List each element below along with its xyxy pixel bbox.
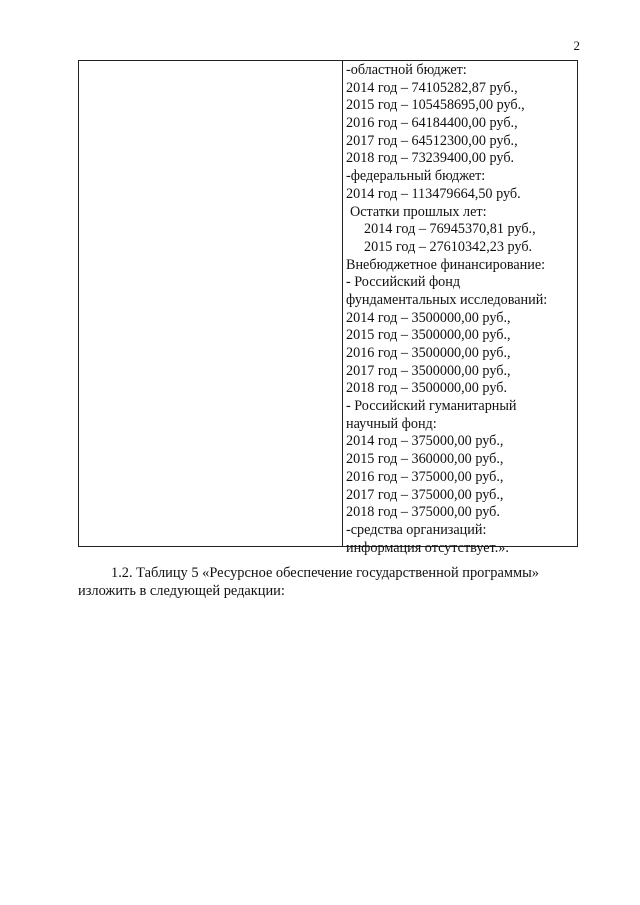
funding-line: 2016 год – 375000,00 руб., xyxy=(346,468,504,485)
funding-line: -областной бюджет: xyxy=(346,62,467,78)
table-left-cell xyxy=(79,61,343,546)
funding-line: -средства организаций: xyxy=(346,521,487,538)
funding-line: Остатки прошлых лет: xyxy=(350,203,487,220)
funding-line: 2017 год – 3500000,00 руб., xyxy=(346,362,511,379)
funding-line: 2018 год – 375000,00 руб. xyxy=(346,504,500,521)
funding-line: научный фонд: xyxy=(346,415,437,432)
funding-line: 2015 год – 3500000,00 руб., xyxy=(346,327,511,344)
funding-line: информация отсутствует.». xyxy=(346,539,509,556)
funding-line: 2014 год – 113479664,50 руб. xyxy=(346,185,521,202)
funding-line: - Российский гуманитарный xyxy=(346,398,517,415)
funding-line: - Российский фонд xyxy=(346,274,461,291)
amendment-paragraph xyxy=(78,564,578,600)
paragraph-line: 1.2. Таблицу 5 «Ресурсное обеспечение государственной программы» xyxy=(111,565,539,581)
paragraph-line: изложить в следующей редакции: xyxy=(78,583,285,599)
funding-line: 2016 год – 64184400,00 руб., xyxy=(346,115,518,132)
page-number: 2 xyxy=(573,38,580,53)
funding-line: фундаментальных исследований: xyxy=(346,291,548,308)
funding-line: 2018 год – 3500000,00 руб. xyxy=(346,380,507,397)
funding-line: 2017 год – 64512300,00 руб., xyxy=(346,132,518,149)
funding-table xyxy=(78,60,578,556)
funding-line: 2015 год – 360000,00 руб., xyxy=(346,451,504,468)
funding-line: 2016 год – 3500000,00 руб., xyxy=(346,345,511,361)
funding-line: 2015 год – 105458695,00 руб., xyxy=(346,97,525,114)
funding-line: 2014 год – 375000,00 руб., xyxy=(346,433,504,450)
funding-line: 2014 год – 76945370,81 руб., xyxy=(364,221,536,238)
funding-line: -федеральный бюджет: xyxy=(346,168,486,185)
funding-line: 2018 год – 73239400,00 руб. xyxy=(346,150,515,167)
funding-line: 2014 год – 74105282,87 руб., xyxy=(346,79,518,96)
table-right-cell xyxy=(343,61,577,556)
funding-line: 2015 год – 27610342,23 руб. xyxy=(364,238,533,255)
funding-line: 2017 год – 375000,00 руб., xyxy=(346,486,504,503)
funding-line: Внебюджетное финансирование: xyxy=(346,256,546,273)
funding-line: 2014 год – 3500000,00 руб., xyxy=(346,309,511,326)
